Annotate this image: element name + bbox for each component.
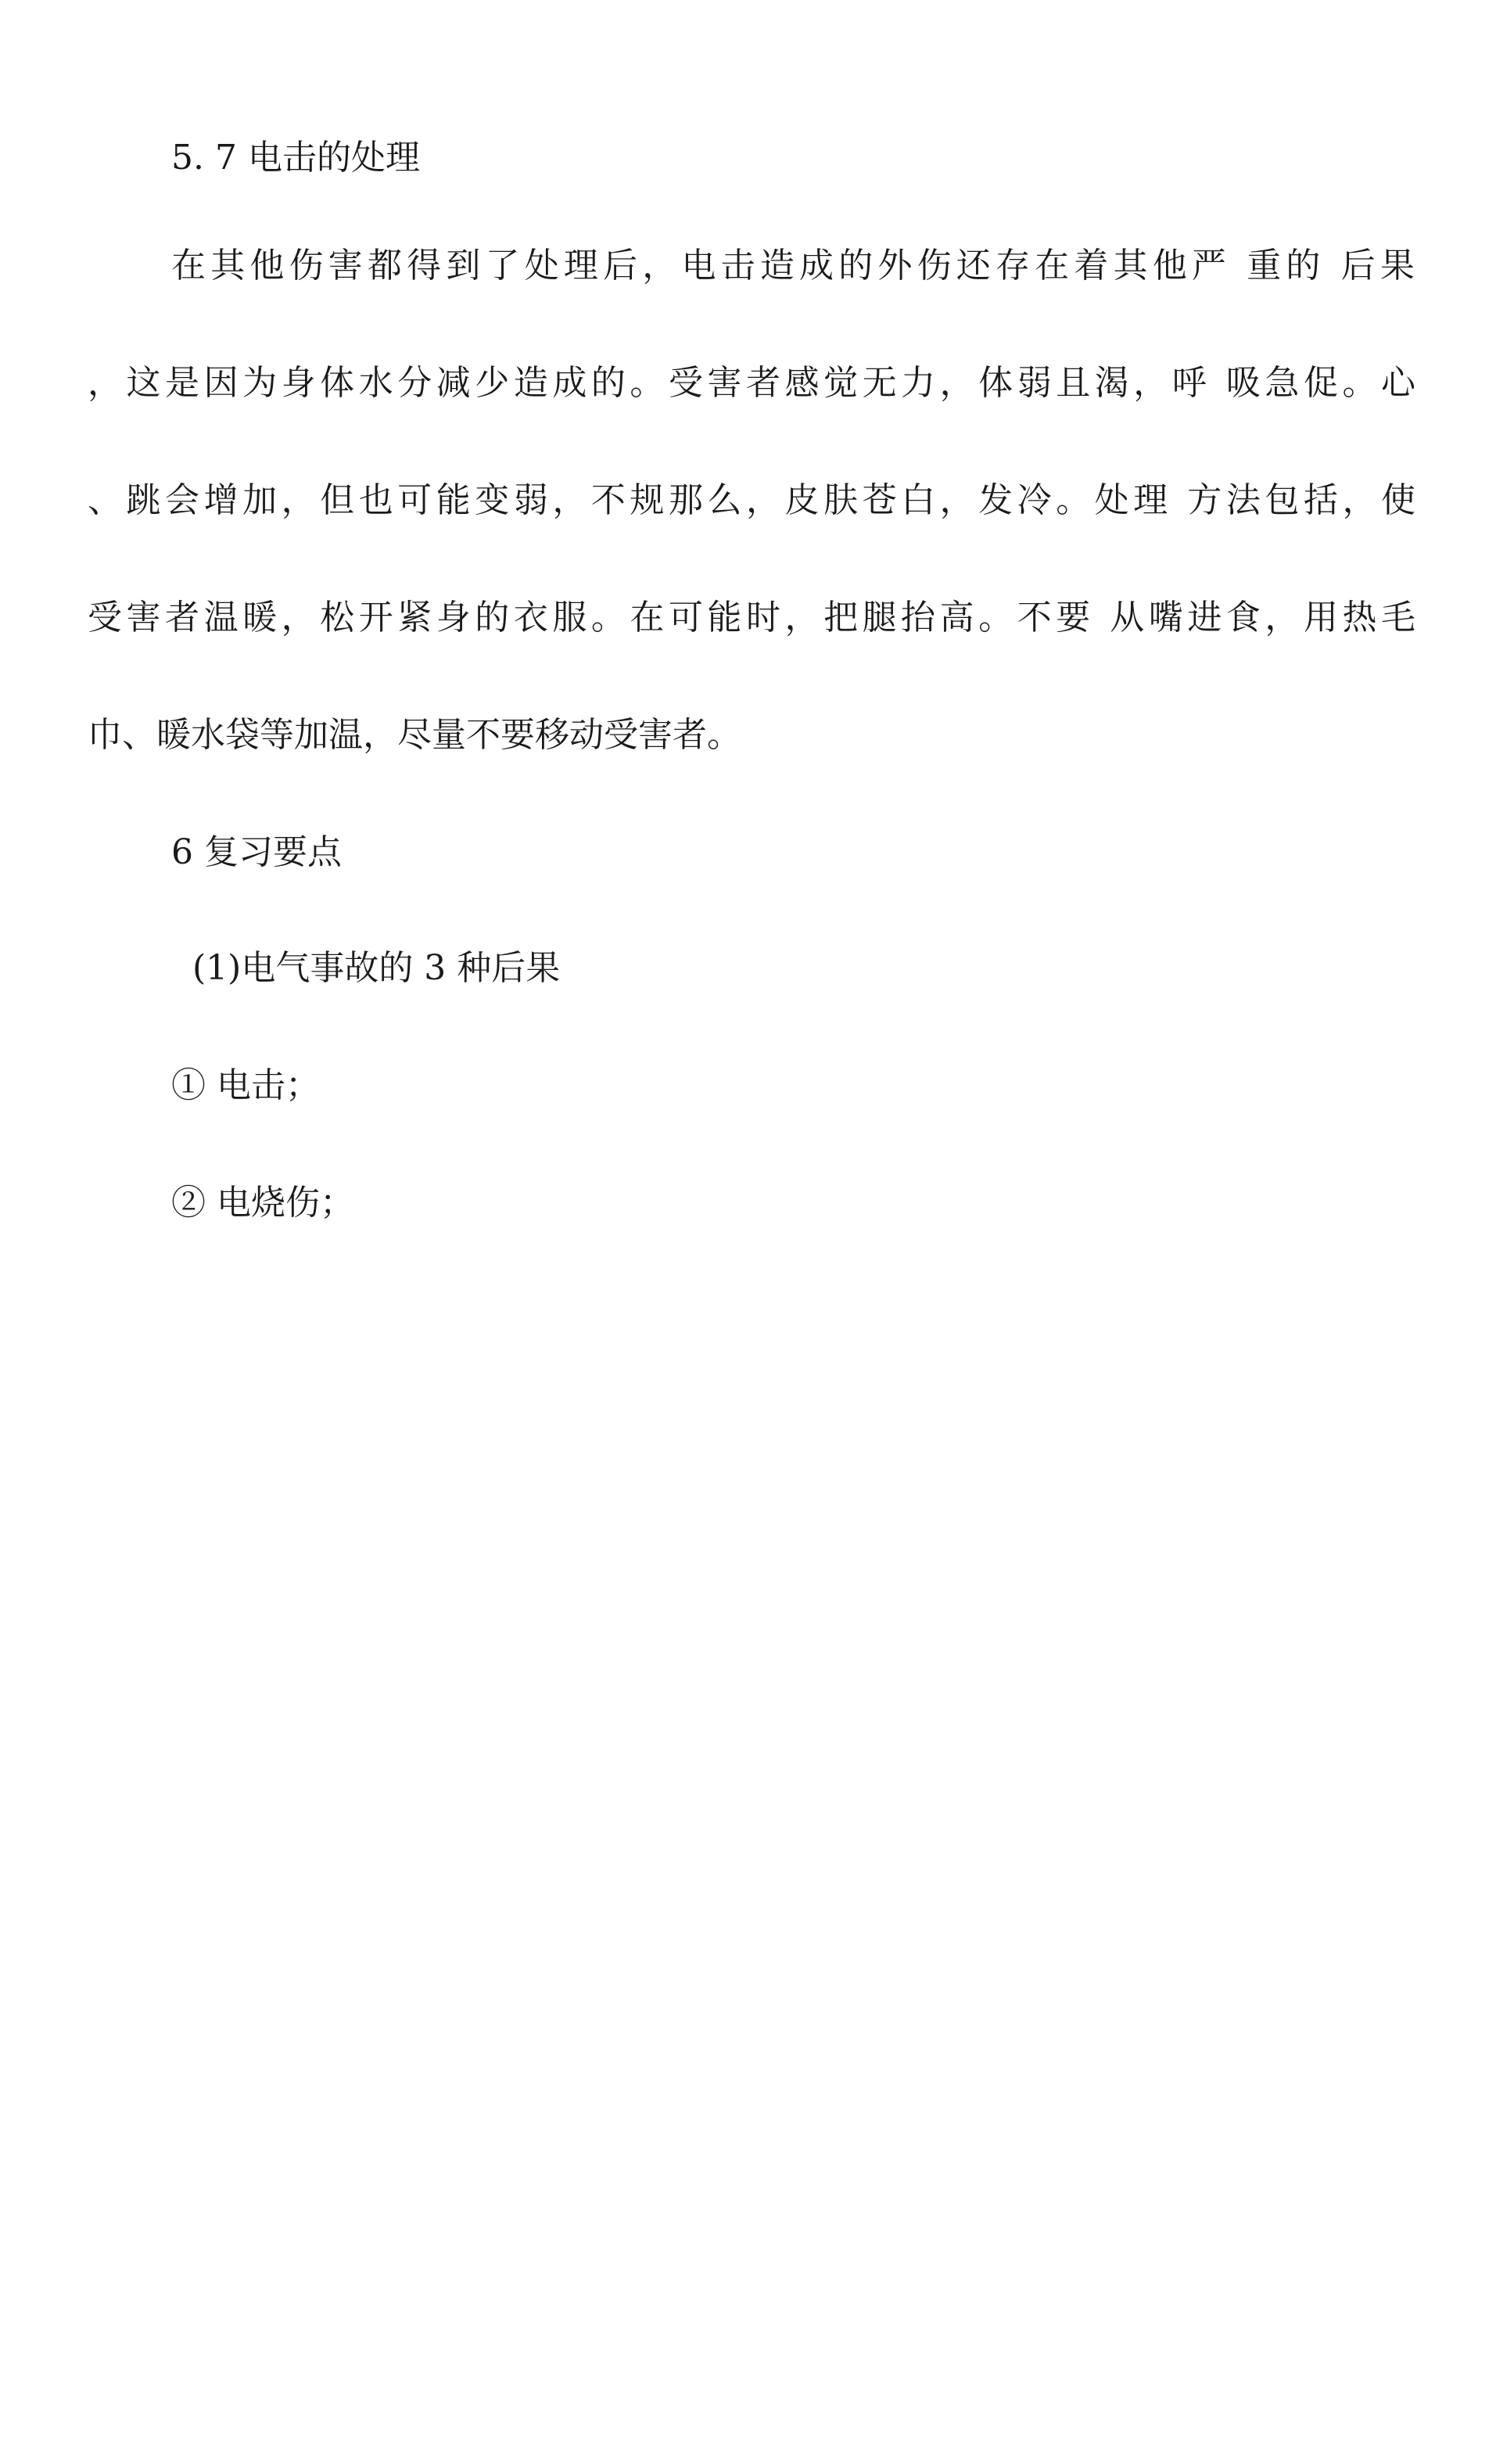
review-item-2: ② 电烧伤； [171,1183,354,1223]
paragraph-line-2: ，这是因为身体水分减少造成的。受害者感觉无力，体弱且渴，呼 吸急促。心 [88,363,1415,403]
paragraph-line-1: 在其他伤害都得到了处理后，电击造成的外伤还存在着其他严 重的 后果 [171,246,1415,286]
paragraph-line-3: 、跳会增加，但也可能变弱，不规那么，皮肤苍白，发冷。处理 方法包括，使 [88,480,1415,520]
review-subheading: (1)电气事故的 3 种后果 [192,948,561,988]
paragraph-line-4: 受害者温暖，松开紧身的衣服。在可能时，把腿抬高。不要 从嘴进食，用热毛 [88,598,1415,638]
review-heading: 6 复习要点 [171,832,342,872]
section-heading: 5. 7 电击的处理 [171,138,420,178]
review-item-1: ① 电击； [171,1065,320,1105]
paragraph-line-5: 巾、暖水袋等加温，尽量不要移动受害者。 [88,715,741,755]
